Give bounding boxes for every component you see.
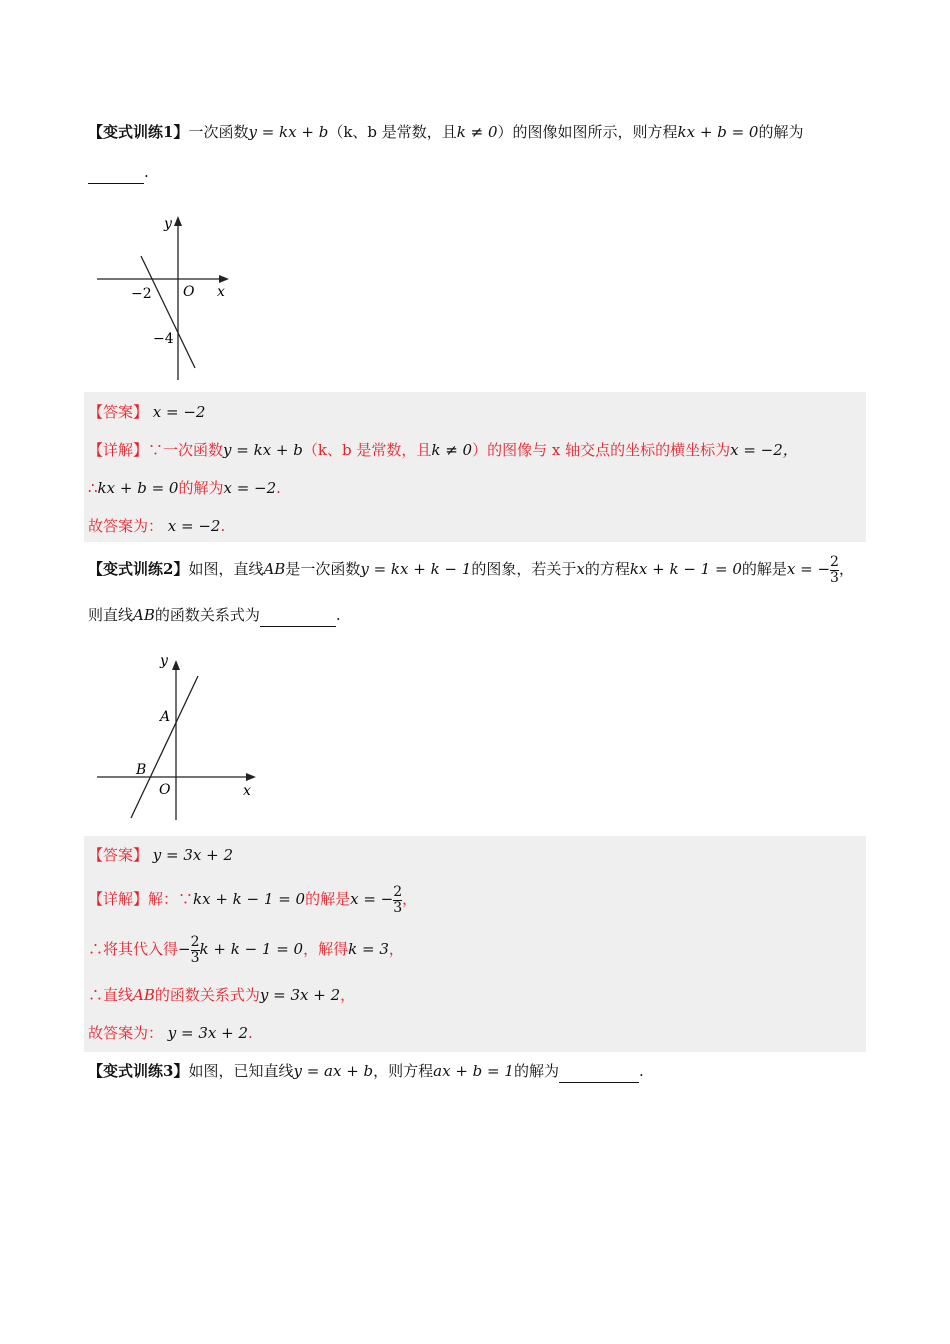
origin-label: O [183,284,195,300]
detail-2-line-1: 【详解】解：∵kx + k − 1 = 0的解是x = − $\frac{2}{3}$ ， [88,883,418,916]
answer-blank [559,1060,639,1083]
answer-tag: 【答案】 [88,846,149,864]
detail-tag: 【详解】 [88,441,149,459]
question-3-tag: 【变式训练3】 [88,1062,189,1080]
x-intercept-label: −2 [131,286,152,302]
question-1-line-1: 【变式训练1】一次函数y = kx + b（k、b 是常数，且k ≠ 0）的图像如图所示，则方程kx + b = 0的解为 [88,123,804,141]
x-axis-label: x [217,284,225,300]
detail-1-line-2: ∴kx + b = 0的解为x = −2. [88,479,281,497]
answer-blank [88,161,144,184]
point-a-label: A [160,709,171,725]
detail-1-line-1: 【详解】∵一次函数y = kx + b（k、b 是常数，且k ≠ 0）的图像与 x 轴交点的坐标的横坐标为x = −2， [88,441,798,459]
detail-2-line-3: ∴直线AB的函数关系式为y = 3x + 2， [88,986,356,1004]
fraction: $\frac{2}{3}$ [190,933,200,966]
question-1-tag: 【变式训练1】 [88,123,189,141]
question-1-line-2: . [88,161,149,184]
fraction: $\frac{2}{3}$ [393,883,403,916]
question-2-tag: 【变式训练2】 [88,560,189,578]
graph-line [141,256,195,368]
answer-1-line: 【答案】 x = −2 [88,403,206,421]
question-1-graph [95,210,235,380]
origin-label: O [159,782,171,798]
y-axis-label: y [160,653,168,669]
answer-2-line: 【答案】 y = 3x + 2 [88,846,234,864]
answer-tag: 【答案】 [88,403,149,421]
question-2-line-1: 【变式训练2】如图，直线AB是一次函数y = kx + k − 1的图象，若关于x的方程kx + k − 1 = 0的解是x = − $\frac{2}{3}$ ， [88,553,854,586]
detail-2-line-4: 故答案为： y = 3x + 2. [88,1024,253,1042]
answer-blank [260,604,336,627]
point-b-label: B [136,762,147,778]
question-2-graph [95,650,265,825]
question-2-line-2: 则直线AB的函数关系式为 . [88,604,341,627]
detail-2-line-2: ∴将其代入得− $\frac{2}{3}$ k + k − 1 = 0，解得k = 3， [88,933,404,966]
detail-tag: 【详解】 [88,890,149,908]
y-axis-label: y [164,216,172,232]
question-3-line: 【变式训练3】如图，已知直线y = ax + b，则方程ax + b = 1的解为 . [88,1060,644,1083]
fraction: $\frac{2}{3}$ [830,553,839,586]
y-intercept-label: −4 [153,331,174,347]
detail-1-line-3: 故答案为： x = −2. [88,517,226,535]
x-axis-label: x [243,783,251,799]
